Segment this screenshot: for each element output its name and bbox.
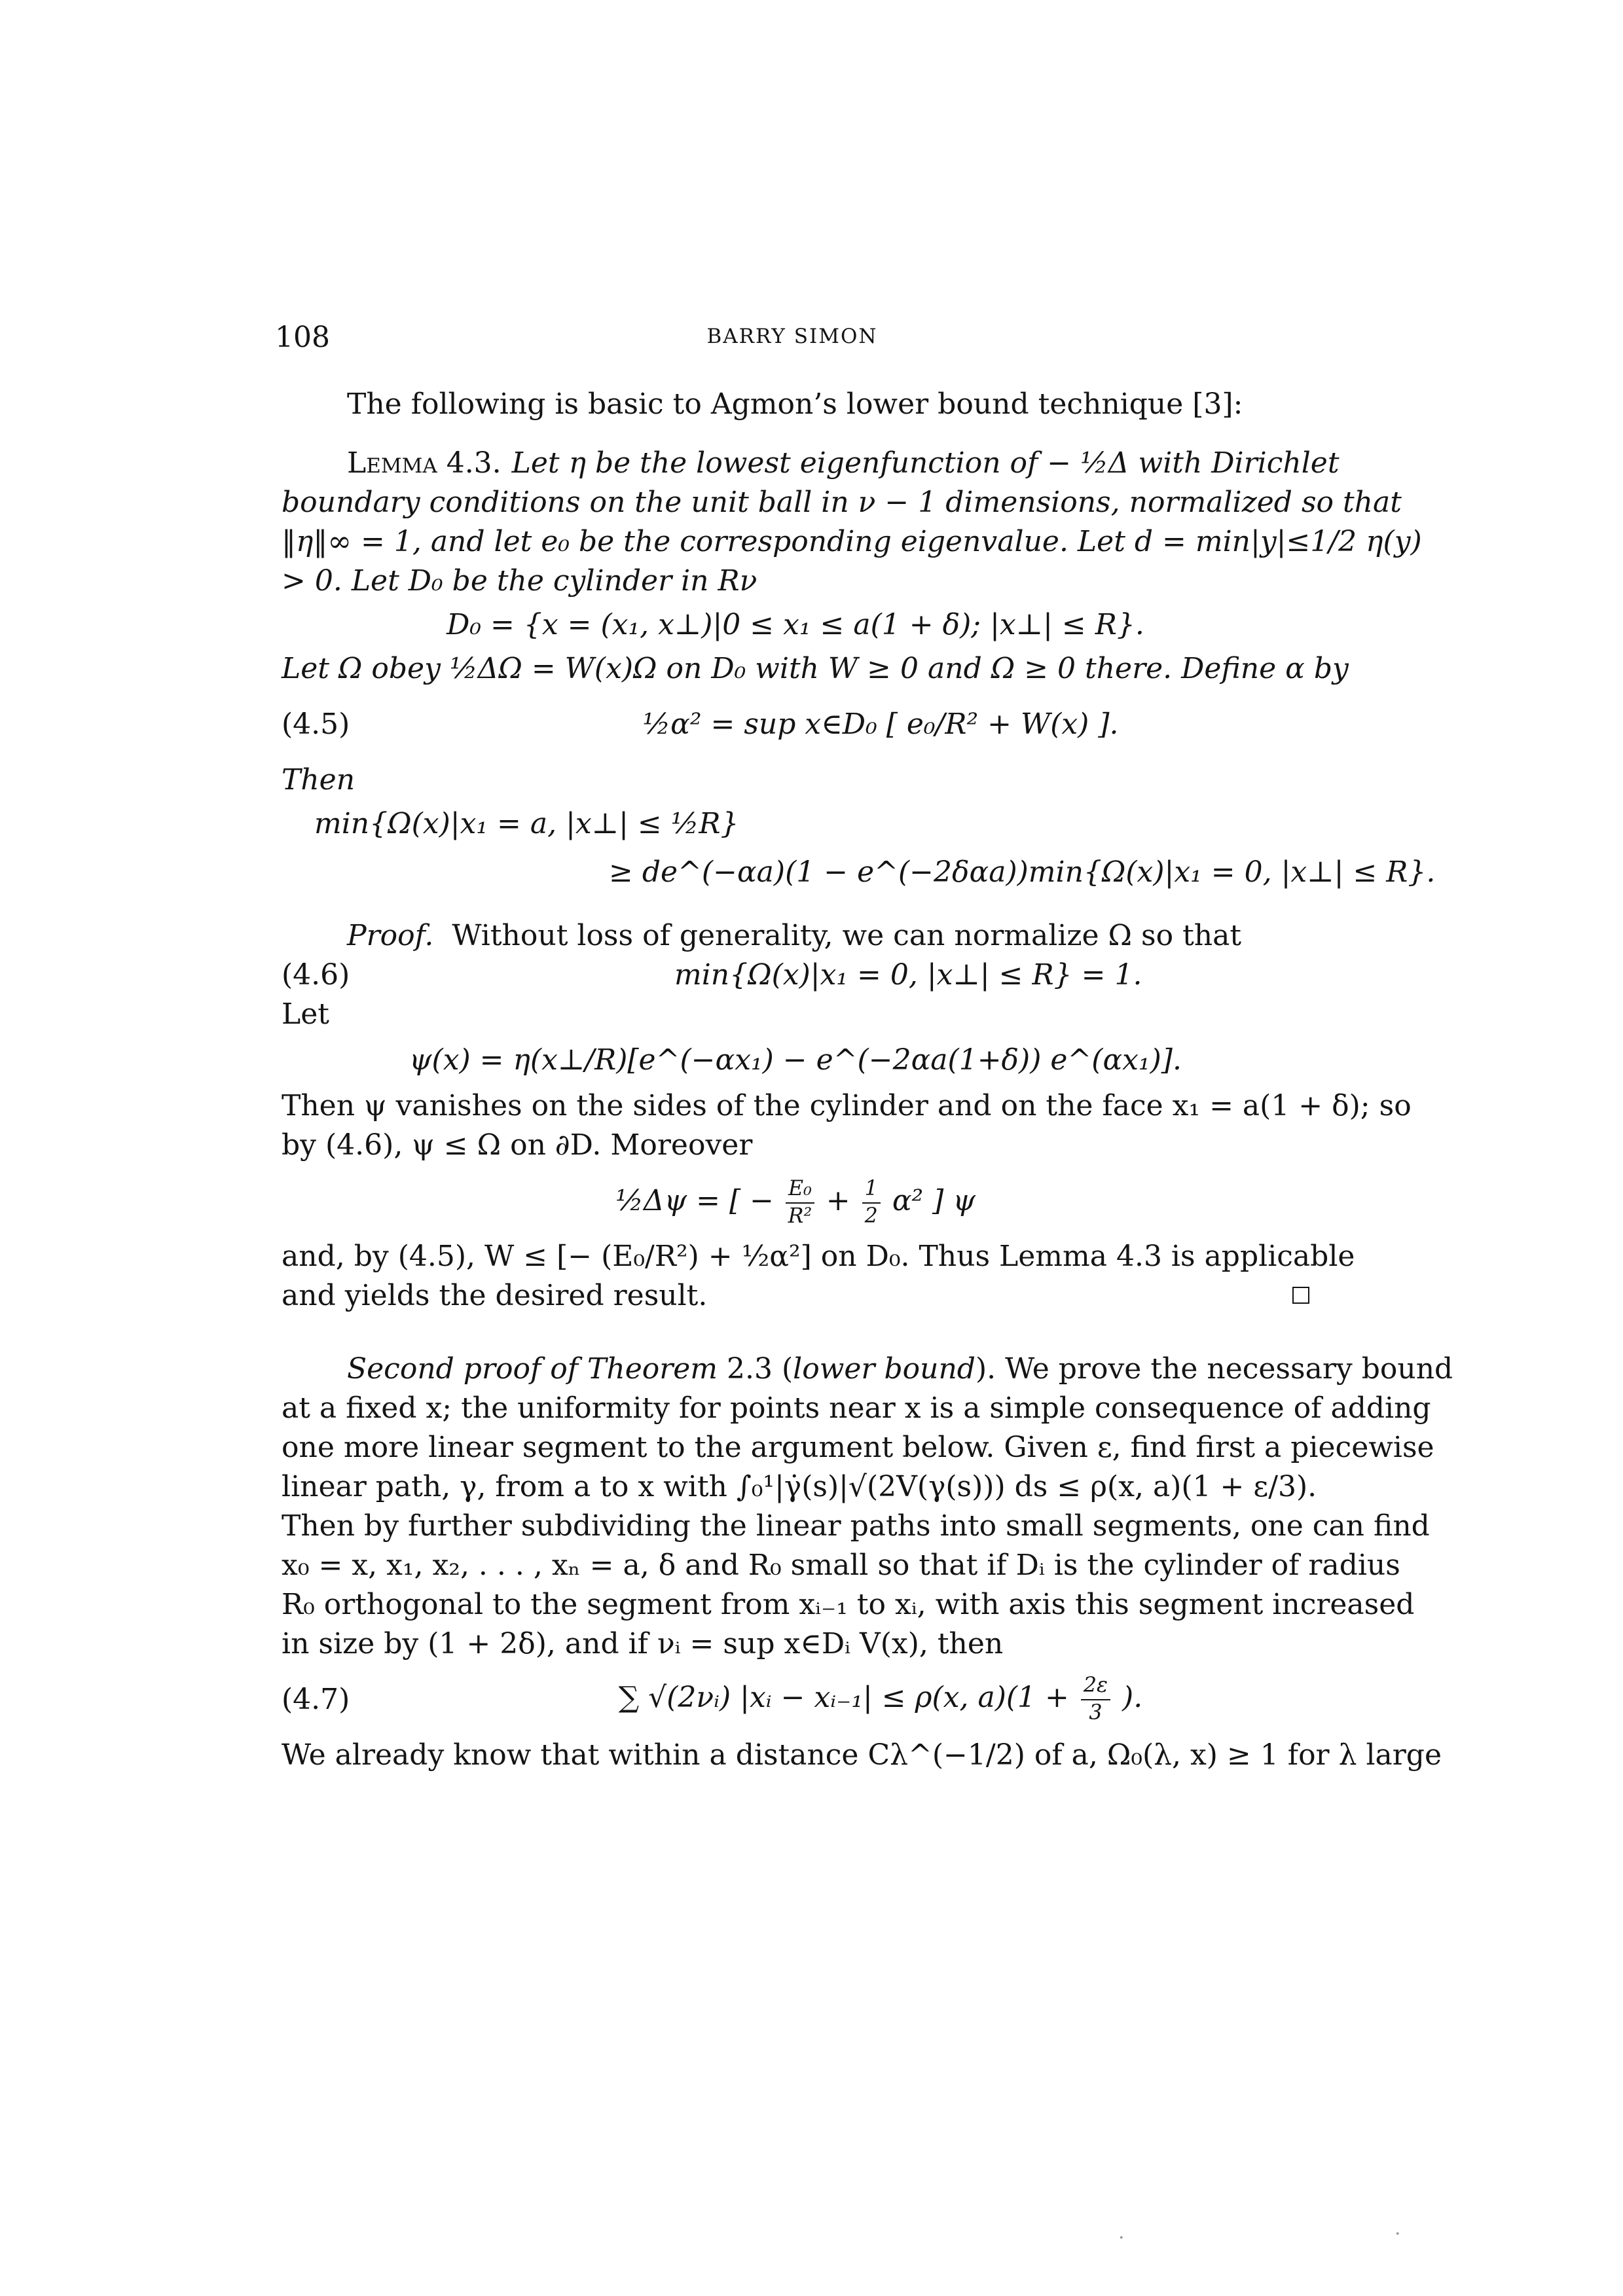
second-proof-line-2: at a fixed x; the uniformity for points near x is a simple consequence of adding [282, 1391, 1431, 1425]
running-head: BARRY SIMON [706, 325, 878, 348]
fraction-e0-over-r2 [786, 1176, 814, 1228]
equation-4-6 [282, 956, 1309, 995]
proof-line-1 [282, 916, 1309, 956]
fraction-2eps-over-3 [1081, 1676, 1110, 1723]
lemma-label: Lemma 4.3. [347, 446, 501, 480]
equation-4-5-body: ½α² = sup x∈D₀ [ e₀/R² + W(x) ]. [642, 708, 1119, 741]
proof-line-2: Then ψ vanishes on the sides of the cylinder and on the face x₁ = a(1 + δ); so [282, 1089, 1412, 1122]
proof-line-5-text: and yields the desired result. [282, 1279, 708, 1312]
laplacian-equation [282, 1165, 1309, 1237]
laplacian-left: ½Δψ = [ − [615, 1184, 774, 1217]
equation-4-7-right: ). [1122, 1681, 1143, 1715]
equation-number-4-5: (4.5) [282, 708, 350, 741]
page-body [282, 385, 1453, 1775]
theorem-ref: 2.3 ( [727, 1352, 793, 1386]
second-proof-text: ). We prove the necessary bound [975, 1352, 1453, 1386]
equation-number-4-7: (4.7) [282, 1683, 350, 1716]
fraction-e0: E₀ [786, 1179, 814, 1204]
equation-number-4-6: (4.6) [282, 958, 350, 992]
equation-4-7-body [452, 1676, 1309, 1723]
second-proof-line-5: Then by further subdividing the linear paths into small segments, one can find [282, 1509, 1430, 1543]
second-proof-line-3: one more linear segment to the argument below. Given ε, find first a piecewise [282, 1431, 1434, 1464]
let-label: Let [282, 997, 329, 1031]
fraction-2eps: 2ε [1081, 1676, 1110, 1700]
lemma-4-3-line-2: boundary conditions on the unit ball in ν − 1 dimensions, normalized so that [282, 486, 1402, 519]
second-proof-heading: Second proof of Theorem [347, 1352, 718, 1386]
laplacian-plus: + [826, 1184, 850, 1217]
proof-line-4: and, by (4.5), W ≤ [− (E₀/R²) + ½α²] on D₀. Thus Lemma 4.3 is applicable [282, 1240, 1355, 1273]
second-proof-line-1 [282, 1350, 1453, 1389]
equation-4-7 [282, 1664, 1309, 1736]
lemma-text: Let η be the lowest eigenfunction of − ½Δ with Dirichlet [511, 446, 1340, 480]
intro-line: The following is basic to Agmon’s lower bound technique [3]: [347, 387, 1243, 421]
second-proof-line-9: We already know that within a distance Cλ^(−1/2) of a, Ω₀(λ, x) ≥ 1 for λ large [282, 1738, 1442, 1772]
second-proof-line-8: in size by (1 + 2δ), and if νᵢ = sup x∈Dᵢ V(x), then [282, 1627, 1004, 1660]
psi-definition: ψ(x) = η(x⊥/R)[e^(−αx₁) − e^(−2αa(1+δ)) e^(αx₁)]. [409, 1043, 1182, 1077]
lemma-4-3-line-4: > 0. Let D₀ be the cylinder in Rν [282, 564, 757, 598]
fraction-3: 3 [1089, 1701, 1103, 1725]
second-proof-line-7: R₀ orthogonal to the segment from xᵢ₋₁ to xᵢ, with axis this segment increased [282, 1588, 1415, 1621]
fraction-r2: R² [788, 1204, 812, 1228]
laplacian-right: α² ] ψ [892, 1184, 976, 1217]
margin-dot-2: · [1395, 2223, 1401, 2246]
equation-4-7-left: ∑ √(2νᵢ) |xᵢ − xᵢ₋₁| ≤ ρ(x, a)(1 + [618, 1681, 1069, 1715]
fraction-one-half [862, 1176, 881, 1228]
second-proof-line-6: x₀ = x, x₁, x₂, . . . , xₙ = a, δ and R₀ small so that if Dᵢ is the cylinder of radius [282, 1549, 1400, 1582]
cylinder-definition: D₀ = {x = (x₁, x⊥)|0 ≤ x₁ ≤ a(1 + δ); |x⊥| ≤ R}. [447, 608, 1144, 641]
min-inequality-line-2: ≥ de^(−αa)(1 − e^(−2δαa))min{Ω(x)|x₁ = 0, |x⊥| ≤ R}. [609, 855, 1436, 889]
equation-4-5 [282, 689, 1309, 761]
lower-bound-label: lower bound [793, 1352, 976, 1386]
proof-line-5 [282, 1276, 1309, 1316]
min-inequality-line-1: min{Ω(x)|x₁ = a, |x⊥| ≤ ½R} [314, 807, 739, 840]
proof-text: Without loss of generality, we can normalize Ω so that [452, 919, 1242, 952]
proof-line-3: by (4.6), ψ ≤ Ω on ∂D. Moreover [282, 1128, 753, 1162]
equation-4-6-body: min{Ω(x)|x₁ = 0, |x⊥| ≤ R} = 1. [674, 958, 1142, 992]
proof-label: Proof. [347, 919, 434, 952]
margin-dot-1: · [1118, 2227, 1125, 2250]
qed-square-icon [1292, 1287, 1309, 1304]
then-label: Then [282, 763, 356, 797]
fraction-one: 1 [862, 1179, 881, 1204]
page-header [275, 321, 1309, 360]
lemma-4-3-line-5: Let Ω obey ½ΔΩ = W(x)Ω on D₀ with W ≥ 0 and Ω ≥ 0 there. Define α by [282, 652, 1349, 685]
lemma-4-3-line-1 [282, 444, 1340, 483]
fraction-two: 2 [864, 1204, 878, 1228]
lemma-4-3-line-3: ‖η‖∞ = 1, and let e₀ be the corresponding eigenvalue. Let d = min|y|≤1/2 η(y) [282, 525, 1422, 558]
second-proof-line-4: linear path, γ, from a to x with ∫₀¹|γ̇(s)|√(2V(γ(s))) ds ≤ ρ(x, a)(1 + ε/3). [282, 1470, 1317, 1503]
page-number: 108 [275, 321, 330, 354]
